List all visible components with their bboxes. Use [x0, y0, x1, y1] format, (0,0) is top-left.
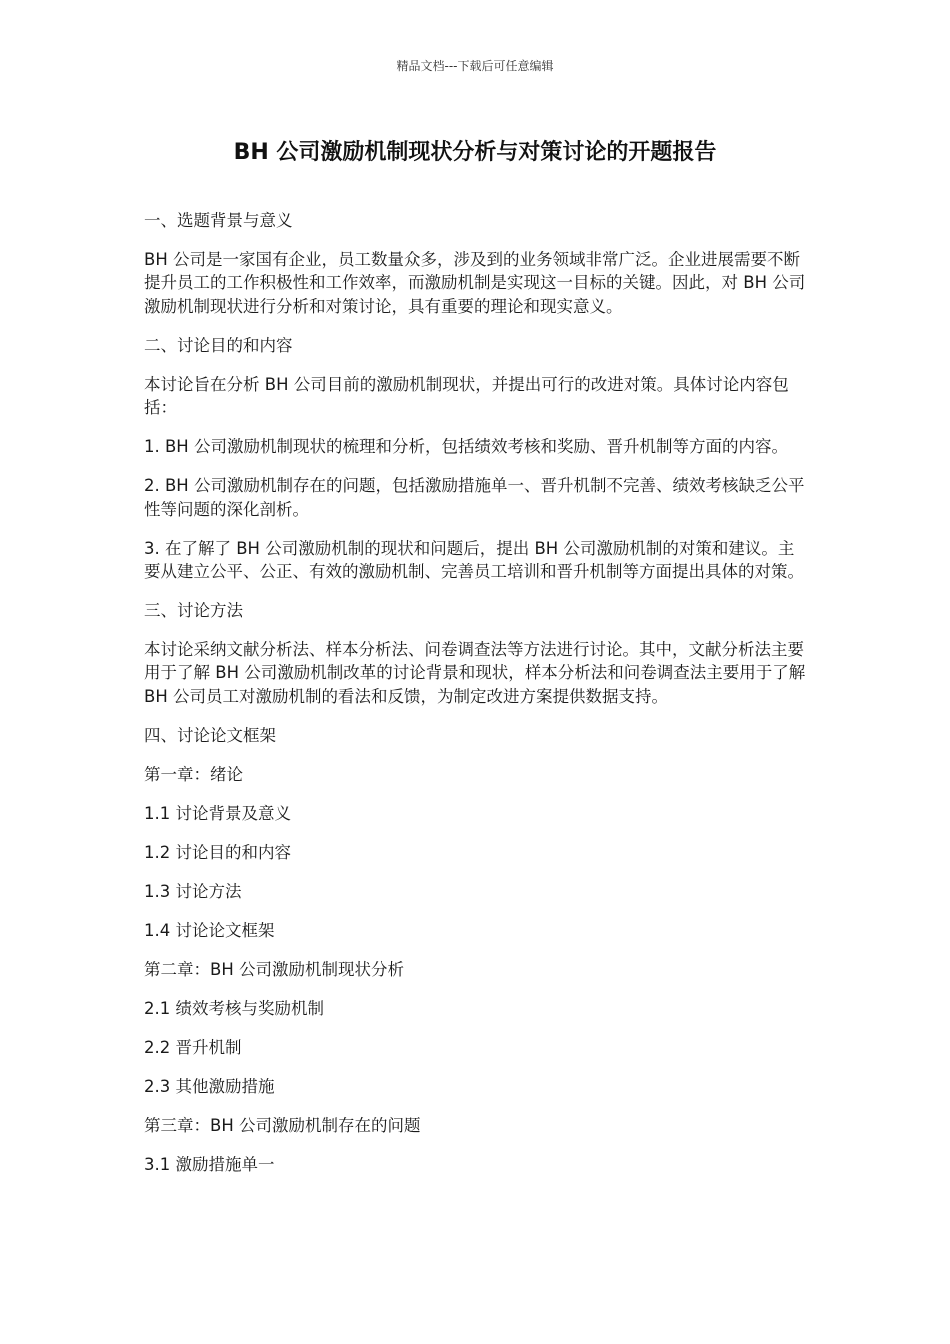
document-title: BH 公司激励机制现状分析与对策讨论的开题报告: [233, 140, 717, 165]
outline-item-3-1: 3.1 激励措施单一: [144, 1154, 275, 1174]
list-item-content-1: 1. BH 公司激励机制现状的梳理和分析，包括绩效考核和奖励、晋升机制等方面的内容。: [144, 437, 788, 457]
paragraph-method: 本讨论采纳文献分析法、样本分析法、问卷调查法等方法进行讨论。其中，文献分析法主要用于了解 BH 公司激励机制改革的讨论背景和现状，样本分析法和问卷调查法主要用于了解 BH 公司员工对激励机制的看法和反馈，为制定改进方案提供数据支持。: [144, 640, 806, 706]
outline-chapter-2: 第二章：BH 公司激励机制现状分析: [144, 959, 404, 979]
outline-chapter-1: 第一章：绪论: [144, 764, 243, 784]
section-heading-background: 一、选题背景与意义: [144, 211, 293, 230]
header-watermark: 精品文档---下载后可任意编辑: [396, 59, 554, 73]
outline-item-2-3: 2.3 其他激励措施: [144, 1076, 275, 1096]
outline-item-2-1: 2.1 绩效考核与奖励机制: [144, 998, 324, 1018]
section-heading-purpose: 二、讨论目的和内容: [144, 335, 293, 355]
outline-item-1-1: 1.1 讨论背景及意义: [144, 803, 291, 823]
outline-item-1-4: 1.4 讨论论文框架: [144, 920, 275, 940]
outline-item-1-3: 1.3 讨论方法: [144, 881, 242, 901]
paragraph-purpose: 本讨论旨在分析 BH 公司目前的激励机制现状，并提出可行的改进对策。具体讨论内容包括：: [144, 374, 789, 418]
list-item-content-2: 2. BH 公司激励机制存在的问题，包括激励措施单一、晋升机制不完善、绩效考核缺乏公平性等问题的深化剖析。: [144, 476, 805, 519]
paragraph-background: BH 公司是一家国有企业，员工数量众多，涉及到的业务领域非常广泛。企业进展需要不断提升员工的工作积极性和工作效率，而激励机制是实现这一目标的关键。因此，对 BH 公司激励机制现状进行分析和对策讨论，具有重要的理论和现实意义。: [144, 250, 806, 316]
outline-chapter-3: 第三章：BH 公司激励机制存在的问题: [144, 1115, 421, 1135]
document-body: [144, 209, 809, 1192]
section-heading-framework: 四、讨论论文框架: [144, 725, 276, 745]
list-item-content-3: 3. 在了解了 BH 公司激励机制的现状和问题后，提出 BH 公司激励机制的对策和建议。主要从建立公平、公正、有效的激励机制、完善员工培训和晋升机制等方面提出具体的对策。: [144, 538, 804, 582]
section-heading-method: 三、讨论方法: [144, 601, 243, 621]
outline-item-2-2: 2.2 晋升机制: [144, 1037, 242, 1057]
outline-item-1-2: 1.2 讨论目的和内容: [144, 842, 291, 862]
